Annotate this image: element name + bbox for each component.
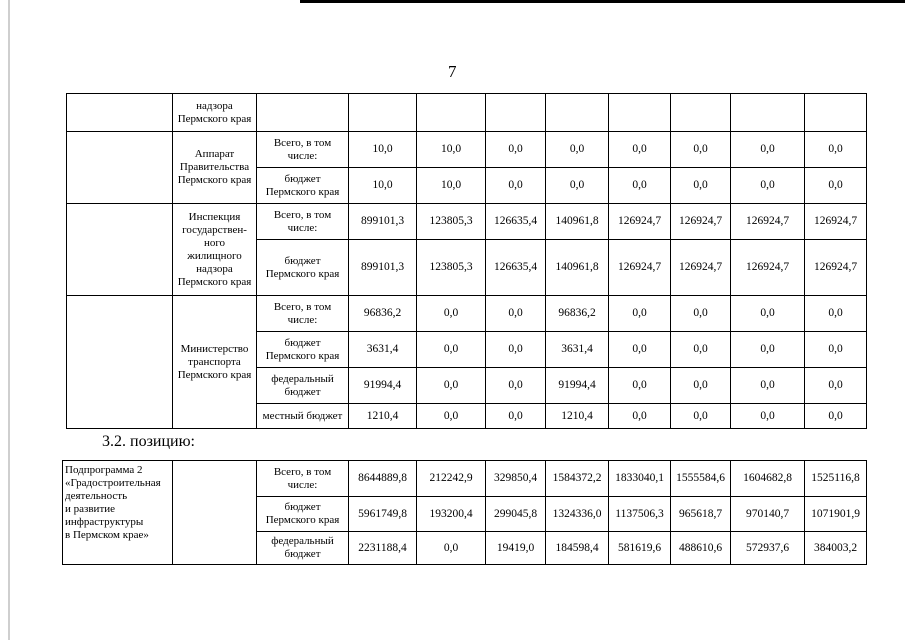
funding-table-continuation (66, 93, 867, 429)
funding-source-label: местный бюджет (257, 404, 349, 429)
value-cell: 0,0 (731, 404, 805, 429)
value-cell: 581619,6 (609, 532, 671, 565)
value-cell: 1525116,8 (805, 461, 867, 497)
value-cell: 140961,8 (546, 240, 609, 296)
value-cell: 0,0 (731, 368, 805, 404)
value-cell: 0,0 (609, 368, 671, 404)
value-cell: 1584372,2 (546, 461, 609, 497)
value-cell: 5961749,8 (349, 497, 417, 532)
value-cell: 126635,4 (486, 240, 546, 296)
value-cell: 1604682,8 (731, 461, 805, 497)
value-cell: 0,0 (805, 132, 867, 168)
funding-source-label: Всего, в том числе: (257, 296, 349, 332)
value-cell: 0,0 (805, 296, 867, 332)
empty-cell (67, 204, 173, 296)
value-cell: 0,0 (731, 132, 805, 168)
funding-source-label: Всего, в том числе: (257, 132, 349, 168)
funding-source-label: бюджет Пермского края (257, 332, 349, 368)
value-cell: 126924,7 (731, 240, 805, 296)
value-cell: 1833040,1 (609, 461, 671, 497)
value-cell: 19419,0 (486, 532, 546, 565)
top-border-line (300, 0, 905, 3)
empty-cell (671, 94, 731, 132)
value-cell: 8644889,8 (349, 461, 417, 497)
value-cell: 1555584,6 (671, 461, 731, 497)
value-cell: 0,0 (805, 368, 867, 404)
value-cell: 899101,3 (349, 240, 417, 296)
section-heading: 3.2. позицию: (102, 433, 195, 450)
funding-source-label: федеральный бюджет (257, 532, 349, 565)
empty-cell (257, 94, 349, 132)
value-cell: 0,0 (671, 332, 731, 368)
value-cell: 91994,4 (546, 368, 609, 404)
empty-cell (67, 94, 173, 132)
value-cell: 123805,3 (417, 204, 486, 240)
value-cell: 0,0 (417, 368, 486, 404)
value-cell: 91994,4 (349, 368, 417, 404)
program-name-cell: Подпрограмма 2 «Градостроительная деятельность и развитие инфраструктуры в Пермском крае» (63, 461, 173, 565)
value-cell: 329850,4 (486, 461, 546, 497)
value-cell: 96836,2 (546, 296, 609, 332)
value-cell: 1210,4 (349, 404, 417, 429)
value-cell: 0,0 (805, 332, 867, 368)
table-row (63, 461, 867, 497)
value-cell: 0,0 (731, 296, 805, 332)
value-cell: 0,0 (609, 168, 671, 204)
value-cell: 126924,7 (609, 240, 671, 296)
scan-left-edge (8, 0, 10, 640)
value-cell: 10,0 (349, 132, 417, 168)
value-cell: 0,0 (671, 368, 731, 404)
value-cell: 96836,2 (349, 296, 417, 332)
value-cell: 0,0 (486, 132, 546, 168)
value-cell: 2231188,4 (349, 532, 417, 565)
subprogram-table (62, 460, 867, 565)
org-name-cell: Аппарат Правительства Пермского края (173, 132, 257, 204)
value-cell: 10,0 (349, 168, 417, 204)
empty-cell (417, 94, 486, 132)
value-cell: 0,0 (671, 404, 731, 429)
table-row (67, 132, 867, 168)
value-cell: 212242,9 (417, 461, 486, 497)
value-cell: 899101,3 (349, 204, 417, 240)
value-cell: 384003,2 (805, 532, 867, 565)
empty-cell (609, 94, 671, 132)
value-cell: 0,0 (609, 404, 671, 429)
value-cell: 0,0 (486, 296, 546, 332)
value-cell: 1324336,0 (546, 497, 609, 532)
value-cell: 1071901,9 (805, 497, 867, 532)
funding-source-label: бюджет Пермского края (257, 497, 349, 532)
page-number: 7 (448, 62, 457, 81)
value-cell: 0,0 (731, 168, 805, 204)
value-cell: 126924,7 (731, 204, 805, 240)
funding-source-label: Всего, в том числе: (257, 204, 349, 240)
empty-cell (731, 94, 805, 132)
empty-cell (546, 94, 609, 132)
org-name-cell: Министерство транспорта Пермского края (173, 296, 257, 429)
value-cell: 0,0 (671, 168, 731, 204)
value-cell: 0,0 (671, 296, 731, 332)
empty-cell (67, 132, 173, 204)
value-cell: 0,0 (486, 332, 546, 368)
value-cell: 126924,7 (609, 204, 671, 240)
value-cell: 10,0 (417, 168, 486, 204)
value-cell: 488610,6 (671, 532, 731, 565)
value-cell: 184598,4 (546, 532, 609, 565)
value-cell: 123805,3 (417, 240, 486, 296)
value-cell: 0,0 (486, 368, 546, 404)
value-cell: 0,0 (671, 132, 731, 168)
value-cell: 3631,4 (349, 332, 417, 368)
empty-cell (805, 94, 867, 132)
value-cell: 1137506,3 (609, 497, 671, 532)
value-cell: 0,0 (417, 532, 486, 565)
value-cell: 0,0 (805, 168, 867, 204)
value-cell: 0,0 (609, 296, 671, 332)
org-name-cell: надзора Пермского края (173, 94, 257, 132)
funding-source-label: бюджет Пермского края (257, 168, 349, 204)
value-cell: 0,0 (486, 404, 546, 429)
value-cell: 126635,4 (486, 204, 546, 240)
empty-cell (173, 461, 257, 565)
value-cell: 0,0 (417, 296, 486, 332)
funding-source-label: Всего, в том числе: (257, 461, 349, 497)
value-cell: 0,0 (546, 168, 609, 204)
value-cell: 126924,7 (671, 204, 731, 240)
table-row (67, 204, 867, 240)
value-cell: 3631,4 (546, 332, 609, 368)
value-cell: 0,0 (609, 332, 671, 368)
value-cell: 0,0 (731, 332, 805, 368)
empty-cell (349, 94, 417, 132)
value-cell: 0,0 (486, 168, 546, 204)
value-cell: 965618,7 (671, 497, 731, 532)
value-cell: 1210,4 (546, 404, 609, 429)
table-row (67, 94, 867, 132)
empty-cell (67, 296, 173, 429)
table-row (67, 296, 867, 332)
value-cell: 126924,7 (671, 240, 731, 296)
value-cell: 0,0 (546, 132, 609, 168)
empty-cell (486, 94, 546, 132)
value-cell: 0,0 (417, 332, 486, 368)
value-cell: 0,0 (805, 404, 867, 429)
value-cell: 299045,8 (486, 497, 546, 532)
value-cell: 10,0 (417, 132, 486, 168)
value-cell: 193200,4 (417, 497, 486, 532)
value-cell: 970140,7 (731, 497, 805, 532)
value-cell: 0,0 (609, 132, 671, 168)
value-cell: 572937,6 (731, 532, 805, 565)
value-cell: 126924,7 (805, 240, 867, 296)
value-cell: 0,0 (417, 404, 486, 429)
funding-source-label: федеральный бюджет (257, 368, 349, 404)
value-cell: 126924,7 (805, 204, 867, 240)
value-cell: 140961,8 (546, 204, 609, 240)
org-name-cell: Инспекция государствен- ного жилищного надзора Пермского края (173, 204, 257, 296)
funding-source-label: бюджет Пермского края (257, 240, 349, 296)
